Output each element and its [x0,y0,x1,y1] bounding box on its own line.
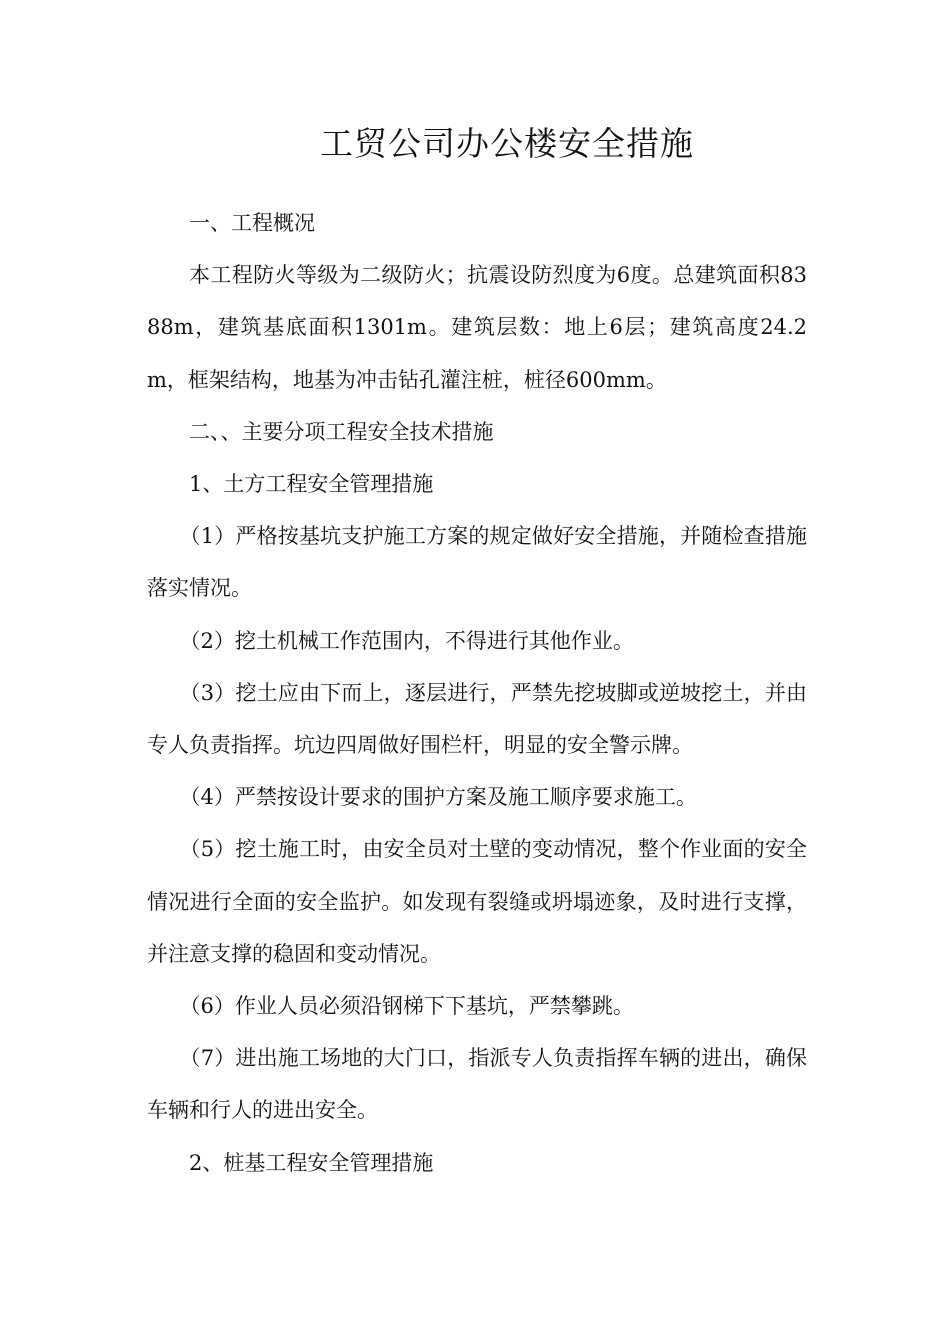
list-item: （2）挖土机械工作范围内，不得进行其他作业。 [179,628,634,653]
list-item: （7）进出施工场地的大门口，指派专人负责指挥车辆的进出，确保车辆和行人的进出安全。 [147,1046,807,1123]
subsection-heading: 1、土方工程安全管理措施 [189,472,434,497]
document-title: 工贸公司办公楼安全措施 [320,124,694,163]
body-paragraph: 本工程防火等级为二级防火；抗震设防烈度为6度。总建筑面积8388m，建筑基底面积1301m。建筑层数：地上6层；建筑高度24.2m，框架结构，地基为冲击钻孔灌注桩，桩径600mm。 [147,263,807,392]
list-item: （6）作业人员必须沿钢梯下下基坑，严禁攀跳。 [179,994,634,1019]
list-item: （4）严禁按设计要求的围护方案及施工顺序要求施工。 [179,785,697,810]
list-item: （3）挖土应由下而上，逐层进行，严禁先挖坡脚或逆坡挖土，并由专人负责指挥。坑边四周做好围栏杆，明显的安全警示牌。 [147,680,807,758]
subsection-heading: 2、桩基工程安全管理措施 [189,1150,434,1175]
list-item: （1）严格按基坑支护施工方案的规定做好安全措施，并随检查措施落实情况。 [147,524,807,601]
document-body [147,197,807,1189]
list-item: （5）挖土施工时，由安全员对土壁的变动情况，整个作业面的安全情况进行全面的安全监护。如发现有裂缝或坍塌迹象，及时进行支撑，并注意支撑的稳固和变动情况。 [147,837,807,966]
section-heading: 二、、主要分项工程安全技术措施 [189,419,494,444]
section-heading: 一、工程概况 [189,211,315,235]
